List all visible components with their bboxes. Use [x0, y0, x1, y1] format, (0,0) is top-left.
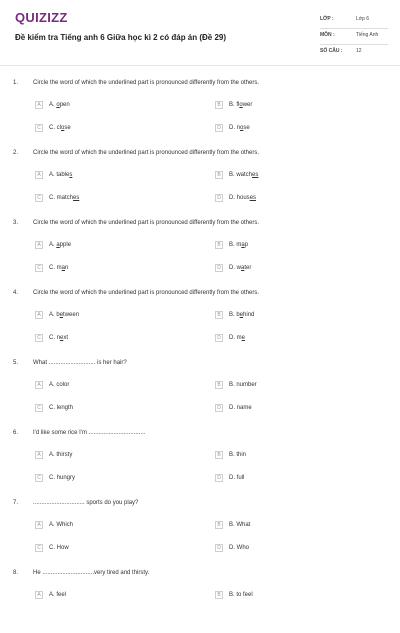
question-number: 2.	[13, 150, 19, 156]
option-text-part: B. watch	[229, 172, 253, 178]
option-letter-box: D	[215, 194, 223, 202]
option-text-part: hind	[243, 312, 255, 318]
underlined-letters: es	[252, 172, 259, 178]
answer-option[interactable]	[35, 520, 73, 530]
underlined-letters: o	[56, 102, 60, 108]
option-letter-box: B	[215, 311, 223, 319]
answer-option[interactable]	[215, 543, 249, 553]
option-letter-box: A	[35, 101, 43, 109]
question-number: 7.	[13, 500, 19, 506]
question-item	[0, 423, 400, 493]
option-text	[229, 452, 246, 458]
option-letter-box: A	[35, 171, 43, 179]
option-text	[229, 335, 245, 341]
option-text	[49, 545, 69, 551]
option-text	[229, 405, 252, 411]
option-text-part: C. match	[49, 195, 74, 201]
meta-value: 12	[356, 48, 362, 54]
option-text-part: C. cl	[49, 125, 61, 131]
underlined-letters: a	[61, 265, 66, 271]
question-text: Circle the word of which the underlined part is pronounced differently from the others.	[33, 80, 260, 86]
option-text	[49, 382, 69, 388]
answer-option[interactable]	[215, 170, 258, 180]
answer-option[interactable]	[215, 333, 245, 343]
option-text	[49, 172, 72, 178]
option-text-part: C. hungry	[49, 475, 76, 481]
option-text-part: D. Who	[229, 545, 250, 551]
question-item	[0, 283, 400, 353]
option-letter-box: D	[215, 404, 223, 412]
answer-option[interactable]	[215, 310, 254, 320]
option-text	[49, 265, 68, 271]
option-letter-box: D	[215, 334, 223, 342]
option-text-part: C. n	[49, 335, 61, 341]
answer-option[interactable]	[35, 543, 69, 553]
option-text	[229, 102, 252, 108]
answer-option[interactable]	[215, 473, 244, 483]
underlined-letters: s	[69, 172, 73, 178]
option-text	[49, 405, 73, 411]
question-item	[0, 353, 400, 423]
option-text-part: pple	[59, 242, 72, 248]
underlined-letters: e	[60, 335, 64, 341]
worksheet-header	[0, 0, 400, 66]
option-letter-box: A	[35, 451, 43, 459]
question-item	[0, 73, 400, 143]
meta-label: MÔN :	[320, 32, 335, 38]
option-text	[49, 475, 75, 481]
option-letter-box: A	[35, 241, 43, 249]
answer-option[interactable]	[35, 450, 72, 460]
answer-option[interactable]	[215, 193, 256, 203]
option-text	[229, 592, 253, 598]
underlined-letters: o	[239, 102, 243, 108]
answer-option[interactable]	[215, 450, 246, 460]
option-letter-box: C	[35, 404, 43, 412]
option-letter-box: A	[35, 591, 43, 599]
option-text-part: C. length	[49, 405, 74, 411]
worksheet-meta	[320, 13, 388, 60]
answer-option[interactable]	[35, 123, 71, 133]
question-number: 8.	[13, 570, 19, 576]
question-number: 6.	[13, 430, 19, 436]
underlined-letters: e	[239, 312, 244, 318]
question-text: Circle the word of which the underlined part is pronounced differently from the others.	[33, 290, 260, 296]
option-letter-box: B	[215, 451, 223, 459]
meta-row-class	[320, 13, 388, 29]
option-letter-box: B	[215, 591, 223, 599]
option-text	[229, 382, 257, 388]
option-text	[49, 592, 66, 598]
underlined-letters: o	[61, 125, 65, 131]
meta-row-count	[320, 45, 388, 60]
option-text	[229, 242, 248, 248]
answer-option[interactable]	[35, 193, 79, 203]
option-text-part: D. w	[229, 265, 241, 271]
option-text	[229, 475, 244, 481]
option-text	[49, 312, 79, 318]
option-text-part: A. Which	[49, 522, 74, 528]
answer-option[interactable]	[35, 403, 73, 413]
underlined-letters: a	[56, 242, 60, 248]
option-letter-box: D	[215, 124, 223, 132]
option-text	[229, 522, 250, 528]
answer-option[interactable]	[215, 100, 252, 110]
option-text-part: se	[64, 125, 71, 131]
underlined-letters: e	[59, 312, 64, 318]
option-letter-box: C	[35, 474, 43, 482]
answer-option[interactable]	[215, 520, 250, 530]
option-text	[49, 452, 72, 458]
option-text	[49, 522, 73, 528]
option-text-part: ter	[244, 265, 252, 271]
option-text-part: B. number	[229, 382, 257, 388]
option-text-part: D. name	[229, 405, 252, 411]
option-text-part: A. feel	[49, 592, 67, 598]
option-text-part: B. What	[229, 522, 251, 528]
question-text: What ............................ is her hair?	[33, 360, 127, 366]
option-letter-box: B	[215, 381, 223, 389]
option-text	[229, 195, 256, 201]
option-text-part: B. m	[229, 242, 242, 248]
answer-option[interactable]	[215, 263, 251, 273]
option-letter-box: B	[215, 241, 223, 249]
option-text-part: C. m	[49, 265, 62, 271]
option-letter-box: C	[35, 194, 43, 202]
answer-option[interactable]	[35, 333, 68, 343]
option-letter-box: C	[35, 264, 43, 272]
quizizz-logo[interactable]: QUIZIZZ	[15, 10, 68, 25]
option-text-part: xt	[63, 335, 69, 341]
option-text-part: se	[243, 125, 250, 131]
option-letter-box: C	[35, 544, 43, 552]
option-text-part: D. full	[229, 475, 245, 481]
option-text-part: tween	[63, 312, 80, 318]
option-text-part: n	[65, 265, 69, 271]
question-item	[0, 493, 400, 563]
option-text-part: p	[244, 242, 249, 248]
answer-option[interactable]	[215, 590, 253, 600]
option-text	[229, 545, 249, 551]
question-item	[0, 563, 400, 633]
option-text	[229, 265, 251, 271]
option-letter-box: D	[215, 544, 223, 552]
question-text: ............................... sports do you play?	[33, 500, 139, 506]
option-text	[49, 335, 68, 341]
option-text	[49, 242, 71, 248]
answer-option[interactable]	[35, 310, 79, 320]
question-item	[0, 213, 400, 283]
option-text-part: B. to feel	[229, 592, 253, 598]
answer-option[interactable]	[215, 380, 257, 390]
meta-label: LỚP :	[320, 16, 334, 22]
option-letter-box: B	[215, 171, 223, 179]
underlined-letters: a	[241, 242, 245, 248]
underlined-letters: es	[73, 195, 80, 201]
question-number: 4.	[13, 290, 19, 296]
option-letter-box: D	[215, 264, 223, 272]
option-text-part: wer	[242, 102, 253, 108]
option-letter-box: B	[215, 521, 223, 529]
option-text-part: A.	[49, 102, 57, 108]
option-text-part: A.	[49, 242, 57, 248]
option-text-part: B. b	[229, 312, 240, 318]
question-number: 1.	[13, 80, 19, 86]
question-list	[0, 73, 400, 633]
option-text	[229, 312, 254, 318]
option-letter-box: A	[35, 381, 43, 389]
option-text-part: A. table	[49, 172, 70, 178]
question-number: 5.	[13, 360, 19, 366]
meta-value: Tiếng Anh	[356, 32, 379, 38]
answer-option[interactable]	[35, 170, 72, 180]
answer-option[interactable]	[35, 263, 68, 273]
option-text	[49, 195, 79, 201]
answer-option[interactable]	[215, 403, 252, 413]
option-text	[229, 125, 250, 131]
option-letter-box: B	[215, 101, 223, 109]
answer-option[interactable]	[35, 473, 75, 483]
option-text-part: D. n	[229, 125, 241, 131]
question-number: 3.	[13, 220, 19, 226]
answer-option[interactable]	[35, 240, 71, 250]
option-text-part: pen	[59, 102, 70, 108]
meta-label: SỐ CÂU :	[320, 48, 343, 54]
answer-option[interactable]	[35, 100, 70, 110]
option-text-part: A. thirsty	[49, 452, 73, 458]
option-text-part: B. fl	[229, 102, 240, 108]
option-letter-box: D	[215, 474, 223, 482]
underlined-letters: a	[241, 265, 245, 271]
option-text-part: C. How	[49, 545, 69, 551]
question-item	[0, 143, 400, 213]
option-text	[49, 102, 70, 108]
question-text: He ...............................very tired and thirsty.	[33, 570, 150, 576]
question-text: I'd like some rice I'm ..................................	[33, 430, 146, 436]
meta-value: Lớp 6	[356, 16, 370, 22]
question-text: Circle the word of which the underlined part is pronounced differently from the others.	[33, 220, 260, 226]
underlined-letters: e	[241, 335, 246, 341]
answer-option[interactable]	[215, 240, 248, 250]
option-text-part: A. b	[49, 312, 60, 318]
option-text	[49, 125, 71, 131]
option-letter-box: C	[35, 124, 43, 132]
answer-option[interactable]	[35, 590, 66, 600]
option-text-part: D. m	[229, 335, 242, 341]
answer-option[interactable]	[35, 380, 69, 390]
option-text	[229, 172, 258, 178]
option-text-part: D. hous	[229, 195, 250, 201]
option-text-part: A. color	[49, 382, 70, 388]
question-text: Circle the word of which the underlined part is pronounced differently from the others.	[33, 150, 260, 156]
option-letter-box: C	[35, 334, 43, 342]
option-letter-box: A	[35, 311, 43, 319]
meta-row-subject	[320, 29, 388, 45]
worksheet-title: Đề kiểm tra Tiếng anh 6 Giữa học kì 2 có đáp án (Đề 29)	[15, 33, 227, 42]
underlined-letters: es	[249, 195, 257, 201]
option-letter-box: A	[35, 521, 43, 529]
option-text-part: B. thin	[229, 452, 247, 458]
answer-option[interactable]	[215, 123, 250, 133]
header-divider	[0, 65, 400, 66]
underlined-letters: o	[240, 125, 244, 131]
